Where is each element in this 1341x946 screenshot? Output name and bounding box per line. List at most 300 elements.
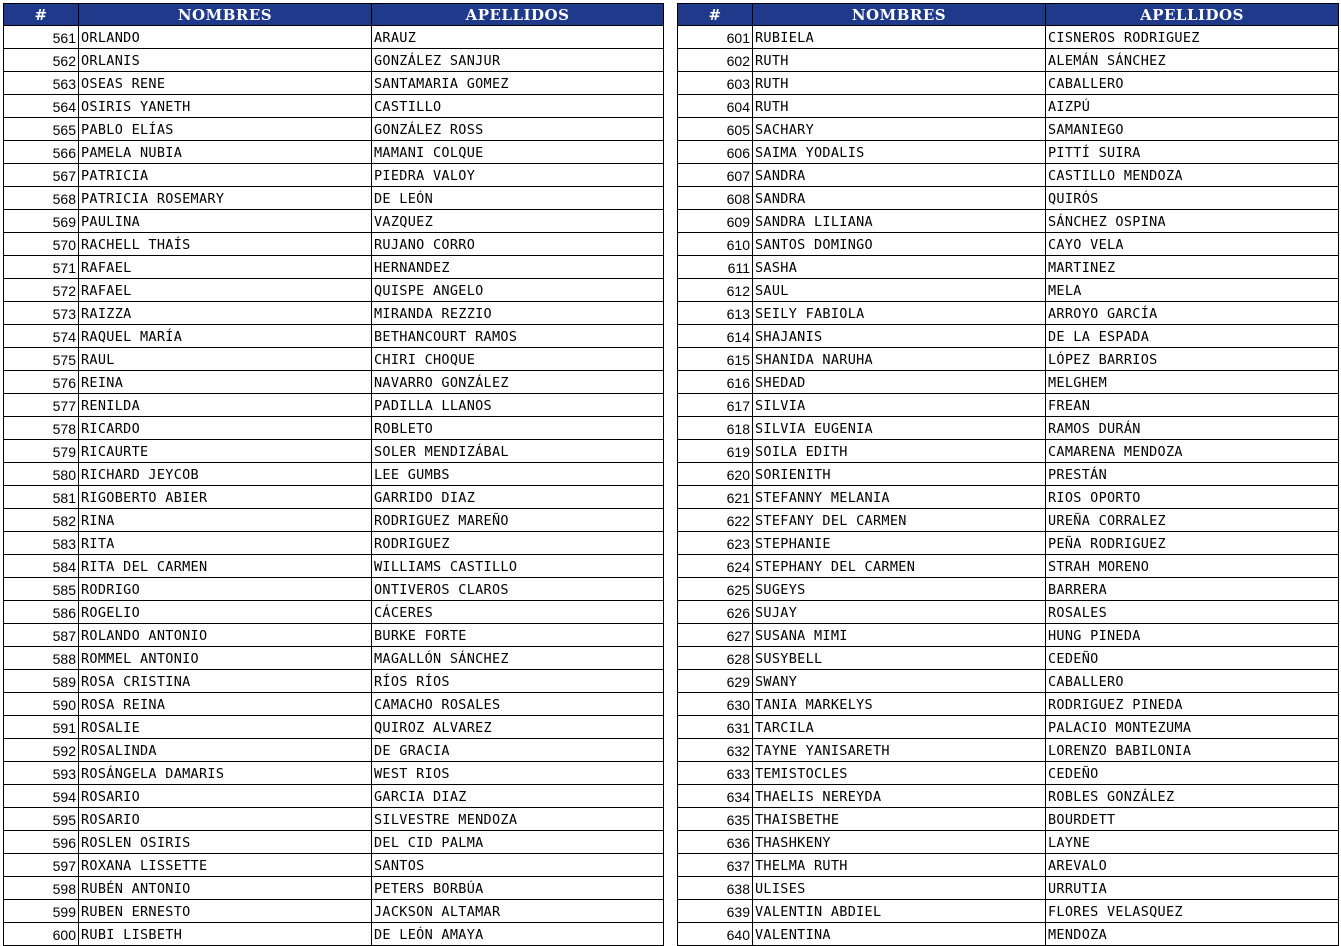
row-apellidos: DE LA ESPADA [1046,325,1339,348]
row-nombres: OSIRIS YANETH [79,95,372,118]
row-nombres: ROSLEN OSIRIS [79,831,372,854]
table-row [678,256,1339,279]
row-nombres: SHANIDA NARUHA [753,348,1046,371]
table-row [678,141,1339,164]
row-nombres: ULISES [753,877,1046,900]
row-number: 626 [678,601,753,624]
row-nombres: SOILA EDITH [753,440,1046,463]
row-number: 609 [678,210,753,233]
row-number: 577 [4,394,79,417]
table-row [678,72,1339,95]
row-number: 597 [4,854,79,877]
row-apellidos: SANTOS [372,854,664,877]
row-nombres: RICHARD JEYCOB [79,463,372,486]
row-apellidos: BETHANCOURT RAMOS [372,325,664,348]
row-apellidos: PITTÍ SUIRA [1046,141,1339,164]
row-number: 564 [4,95,79,118]
row-apellidos: ONTIVEROS CLAROS [372,578,664,601]
table-row [678,95,1339,118]
row-number: 610 [678,233,753,256]
row-number: 616 [678,371,753,394]
row-nombres: STEPHANY DEL CARMEN [753,555,1046,578]
row-apellidos: HUNG PINEDA [1046,624,1339,647]
table-row [4,532,664,555]
row-number: 581 [4,486,79,509]
row-number: 607 [678,164,753,187]
table-row [678,739,1339,762]
row-nombres: STEFANY DEL CARMEN [753,509,1046,532]
row-apellidos: UREÑA CORRALEZ [1046,509,1339,532]
row-number: 579 [4,440,79,463]
row-nombres: SORIENITH [753,463,1046,486]
row-number: 568 [4,187,79,210]
table-row [4,164,664,187]
row-number: 567 [4,164,79,187]
table-row [678,578,1339,601]
table-row [4,26,664,49]
table-row [4,762,664,785]
row-apellidos: NAVARRO GONZÁLEZ [372,371,664,394]
table-row [678,509,1339,532]
header-num: # [4,4,79,26]
row-apellidos: FLORES VELASQUEZ [1046,900,1339,923]
table-row [678,210,1339,233]
row-number: 624 [678,555,753,578]
row-number: 585 [4,578,79,601]
row-nombres: SUGEYS [753,578,1046,601]
table-row [4,578,664,601]
row-nombres: TAYNE YANISARETH [753,739,1046,762]
row-number: 600 [4,923,79,946]
row-apellidos: CAMARENA MENDOZA [1046,440,1339,463]
table-row [4,463,664,486]
row-apellidos: MIRANDA REZZIO [372,302,664,325]
header-row [678,4,1339,26]
row-number: 582 [4,509,79,532]
row-apellidos: RUJANO CORRO [372,233,664,256]
row-nombres: STEFANNY MELANIA [753,486,1046,509]
row-number: 634 [678,785,753,808]
row-nombres: RINA [79,509,372,532]
row-nombres: ROSARIO [79,785,372,808]
row-nombres: ORLANIS [79,49,372,72]
table-row [4,900,664,923]
row-nombres: SANDRA [753,164,1046,187]
row-apellidos: CEDEÑO [1046,647,1339,670]
table-row [4,831,664,854]
table-row [678,693,1339,716]
table-row [4,417,664,440]
row-number: 628 [678,647,753,670]
row-number: 617 [678,394,753,417]
row-number: 619 [678,440,753,463]
row-number: 603 [678,72,753,95]
header-num: # [678,4,753,26]
row-number: 639 [678,900,753,923]
row-apellidos: GARCIA DIAZ [372,785,664,808]
row-apellidos: DE LEÓN AMAYA [372,923,664,946]
table-row [4,923,664,946]
row-apellidos: MARTINEZ [1046,256,1339,279]
table-row [4,693,664,716]
table-row [678,716,1339,739]
row-apellidos: SANTAMARIA GOMEZ [372,72,664,95]
row-apellidos: MENDOZA [1046,923,1339,946]
table-row [678,187,1339,210]
row-nombres: RIGOBERTO ABIER [79,486,372,509]
row-nombres: VALENTINA [753,923,1046,946]
row-nombres: RICAURTE [79,440,372,463]
row-number: 638 [678,877,753,900]
row-number: 630 [678,693,753,716]
row-number: 571 [4,256,79,279]
row-apellidos: ALEMÁN SÁNCHEZ [1046,49,1339,72]
row-nombres: PAULINA [79,210,372,233]
row-apellidos: ARAUZ [372,26,664,49]
row-nombres: ROSA CRISTINA [79,670,372,693]
row-number: 583 [4,532,79,555]
table-row [4,739,664,762]
row-number: 606 [678,141,753,164]
header-nombres: NOMBRES [79,4,372,26]
row-apellidos: CHIRI CHOQUE [372,348,664,371]
row-nombres: RUBIELA [753,26,1046,49]
table-row [4,716,664,739]
table-row [678,325,1339,348]
row-apellidos: LEE GUMBS [372,463,664,486]
table-row [4,394,664,417]
row-nombres: SWANY [753,670,1046,693]
row-nombres: SUSYBELL [753,647,1046,670]
row-nombres: THASHKENY [753,831,1046,854]
row-apellidos: LORENZO BABILONIA [1046,739,1339,762]
row-apellidos: DEL CID PALMA [372,831,664,854]
row-number: 627 [678,624,753,647]
row-apellidos: GONZÁLEZ SANJUR [372,49,664,72]
row-nombres: RUBI LISBETH [79,923,372,946]
row-apellidos: WEST RIOS [372,762,664,785]
row-number: 622 [678,509,753,532]
row-nombres: ROGELIO [79,601,372,624]
row-apellidos: URRUTIA [1046,877,1339,900]
row-number: 569 [4,210,79,233]
table-row [4,72,664,95]
row-apellidos: RODRIGUEZ [372,532,664,555]
table-row [4,210,664,233]
row-apellidos: FREAN [1046,394,1339,417]
row-apellidos: CASTILLO MENDOZA [1046,164,1339,187]
table-row [4,325,664,348]
row-number: 601 [678,26,753,49]
row-apellidos: SAMANIEGO [1046,118,1339,141]
row-apellidos: AIZPÚ [1046,95,1339,118]
row-nombres: RAFAEL [79,256,372,279]
row-number: 593 [4,762,79,785]
row-number: 608 [678,187,753,210]
row-apellidos: PIEDRA VALOY [372,164,664,187]
row-nombres: RAIZZA [79,302,372,325]
row-apellidos: JACKSON ALTAMAR [372,900,664,923]
row-apellidos: CABALLERO [1046,670,1339,693]
row-number: 618 [678,417,753,440]
row-nombres: TANIA MARKELYS [753,693,1046,716]
row-apellidos: PETERS BORBÚA [372,877,664,900]
row-number: 580 [4,463,79,486]
row-number: 625 [678,578,753,601]
table-row [4,279,664,302]
table-row [4,302,664,325]
row-nombres: SUSANA MIMI [753,624,1046,647]
row-apellidos: VAZQUEZ [372,210,664,233]
header-nombres: NOMBRES [753,4,1046,26]
table-row [678,164,1339,187]
row-nombres: ROXANA LISSETTE [79,854,372,877]
row-number: 573 [4,302,79,325]
table-row [678,647,1339,670]
table-row [4,49,664,72]
row-number: 602 [678,49,753,72]
row-apellidos: WILLIAMS CASTILLO [372,555,664,578]
row-apellidos: BURKE FORTE [372,624,664,647]
row-number: 578 [4,417,79,440]
row-number: 596 [4,831,79,854]
row-nombres: RAQUEL MARÍA [79,325,372,348]
row-number: 587 [4,624,79,647]
row-number: 605 [678,118,753,141]
table-row [4,647,664,670]
table-row [4,348,664,371]
table-row [678,762,1339,785]
row-apellidos: DE GRACIA [372,739,664,762]
table-row [678,440,1339,463]
table-row [678,486,1339,509]
row-nombres: PABLO ELÍAS [79,118,372,141]
row-apellidos: MELGHEM [1046,371,1339,394]
row-apellidos: ROBLES GONZÁLEZ [1046,785,1339,808]
table-row [4,141,664,164]
row-nombres: TARCILA [753,716,1046,739]
row-apellidos: RIOS OPORTO [1046,486,1339,509]
row-apellidos: HERNANDEZ [372,256,664,279]
table-row [4,785,664,808]
row-apellidos: MAMANI COLQUE [372,141,664,164]
table-row [678,601,1339,624]
header-row [4,4,664,26]
row-nombres: SANTOS DOMINGO [753,233,1046,256]
table-row [4,256,664,279]
table-row [678,532,1339,555]
row-nombres: PAMELA NUBIA [79,141,372,164]
row-nombres: TEMISTOCLES [753,762,1046,785]
row-nombres: SHEDAD [753,371,1046,394]
table-row [678,118,1339,141]
row-apellidos: CÁCERES [372,601,664,624]
row-number: 633 [678,762,753,785]
table-row [4,877,664,900]
row-nombres: PATRICIA ROSEMARY [79,187,372,210]
table-row [678,26,1339,49]
row-apellidos: ROSALES [1046,601,1339,624]
row-apellidos: LÓPEZ BARRIOS [1046,348,1339,371]
row-nombres: ROSA REINA [79,693,372,716]
row-number: 631 [678,716,753,739]
row-apellidos: DE LEÓN [372,187,664,210]
row-nombres: RICARDO [79,417,372,440]
row-number: 636 [678,831,753,854]
row-apellidos: ROBLETO [372,417,664,440]
row-nombres: SUJAY [753,601,1046,624]
table-row [678,785,1339,808]
row-number: 611 [678,256,753,279]
table-row [4,118,664,141]
row-apellidos: ARROYO GARCÍA [1046,302,1339,325]
row-nombres: SACHARY [753,118,1046,141]
row-apellidos: AREVALO [1046,854,1339,877]
row-apellidos: QUIRÓS [1046,187,1339,210]
row-nombres: RUTH [753,72,1046,95]
row-nombres: SANDRA LILIANA [753,210,1046,233]
row-number: 574 [4,325,79,348]
row-apellidos: PALACIO MONTEZUMA [1046,716,1339,739]
table-row [678,877,1339,900]
row-nombres: RACHELL THAÍS [79,233,372,256]
row-apellidos: CASTILLO [372,95,664,118]
table-row [4,624,664,647]
row-number: 604 [678,95,753,118]
table-row [678,670,1339,693]
row-number: 589 [4,670,79,693]
row-number: 595 [4,808,79,831]
row-number: 562 [4,49,79,72]
row-apellidos: PADILLA LLANOS [372,394,664,417]
row-nombres: RAUL [79,348,372,371]
row-apellidos: QUIROZ ALVAREZ [372,716,664,739]
left-table [3,3,664,946]
row-nombres: THAISBETHE [753,808,1046,831]
row-number: 591 [4,716,79,739]
table-row [678,348,1339,371]
row-number: 621 [678,486,753,509]
row-nombres: PATRICIA [79,164,372,187]
table-row [678,394,1339,417]
header-apellidos: APELLIDOS [1046,4,1339,26]
row-number: 632 [678,739,753,762]
row-nombres: SANDRA [753,187,1046,210]
table-row [678,555,1339,578]
row-nombres: THELMA RUTH [753,854,1046,877]
row-apellidos: RAMOS DURÁN [1046,417,1339,440]
row-nombres: SASHA [753,256,1046,279]
header-apellidos: APELLIDOS [372,4,664,26]
row-nombres: THAELIS NEREYDA [753,785,1046,808]
table-row [4,371,664,394]
row-nombres: ROSALIE [79,716,372,739]
row-apellidos: BOURDETT [1046,808,1339,831]
row-apellidos: GONZÁLEZ ROSS [372,118,664,141]
row-nombres: SAUL [753,279,1046,302]
table-row [678,302,1339,325]
table-row [678,831,1339,854]
row-nombres: RAFAEL [79,279,372,302]
table-row [4,95,664,118]
row-number: 614 [678,325,753,348]
row-number: 598 [4,877,79,900]
table-row [678,808,1339,831]
row-nombres: REINA [79,371,372,394]
table-row [678,233,1339,256]
row-number: 635 [678,808,753,831]
row-nombres: ROMMEL ANTONIO [79,647,372,670]
row-apellidos: RÍOS RÍOS [372,670,664,693]
row-number: 570 [4,233,79,256]
row-nombres: SEILY FABIOLA [753,302,1046,325]
table-row [678,854,1339,877]
row-number: 575 [4,348,79,371]
row-number: 594 [4,785,79,808]
row-nombres: ROSÁNGELA DAMARIS [79,762,372,785]
row-apellidos: PEÑA RODRIGUEZ [1046,532,1339,555]
row-apellidos: MELA [1046,279,1339,302]
row-number: 563 [4,72,79,95]
row-nombres: ROLANDO ANTONIO [79,624,372,647]
row-number: 566 [4,141,79,164]
row-nombres: RENILDA [79,394,372,417]
table-row [4,555,664,578]
row-number: 588 [4,647,79,670]
row-nombres: ORLANDO [79,26,372,49]
row-nombres: SILVIA EUGENIA [753,417,1046,440]
table-row [4,187,664,210]
row-nombres: SAIMA YODALIS [753,141,1046,164]
row-number: 586 [4,601,79,624]
row-apellidos: CAYO VELA [1046,233,1339,256]
row-nombres: OSEAS RENE [79,72,372,95]
table-row [678,279,1339,302]
table-row [4,440,664,463]
table-row [678,923,1339,946]
row-apellidos: RODRIGUEZ MAREÑO [372,509,664,532]
row-number: 576 [4,371,79,394]
row-number: 565 [4,118,79,141]
right-table [677,3,1339,946]
row-number: 629 [678,670,753,693]
row-apellidos: SILVESTRE MENDOZA [372,808,664,831]
table-row [678,900,1339,923]
table-row [4,233,664,256]
table-row [4,486,664,509]
row-number: 640 [678,923,753,946]
row-apellidos: CEDEÑO [1046,762,1339,785]
row-number: 613 [678,302,753,325]
row-apellidos: PRESTÁN [1046,463,1339,486]
row-apellidos: MAGALLÓN SÁNCHEZ [372,647,664,670]
table-row [678,417,1339,440]
row-number: 623 [678,532,753,555]
row-nombres: ROSARIO [79,808,372,831]
row-number: 615 [678,348,753,371]
row-nombres: SHAJANIS [753,325,1046,348]
row-apellidos: CABALLERO [1046,72,1339,95]
row-number: 590 [4,693,79,716]
table-row [4,601,664,624]
row-apellidos: RODRIGUEZ PINEDA [1046,693,1339,716]
row-number: 592 [4,739,79,762]
table-row [678,463,1339,486]
table-row [678,371,1339,394]
row-number: 637 [678,854,753,877]
row-apellidos: BARRERA [1046,578,1339,601]
row-nombres: RITA DEL CARMEN [79,555,372,578]
